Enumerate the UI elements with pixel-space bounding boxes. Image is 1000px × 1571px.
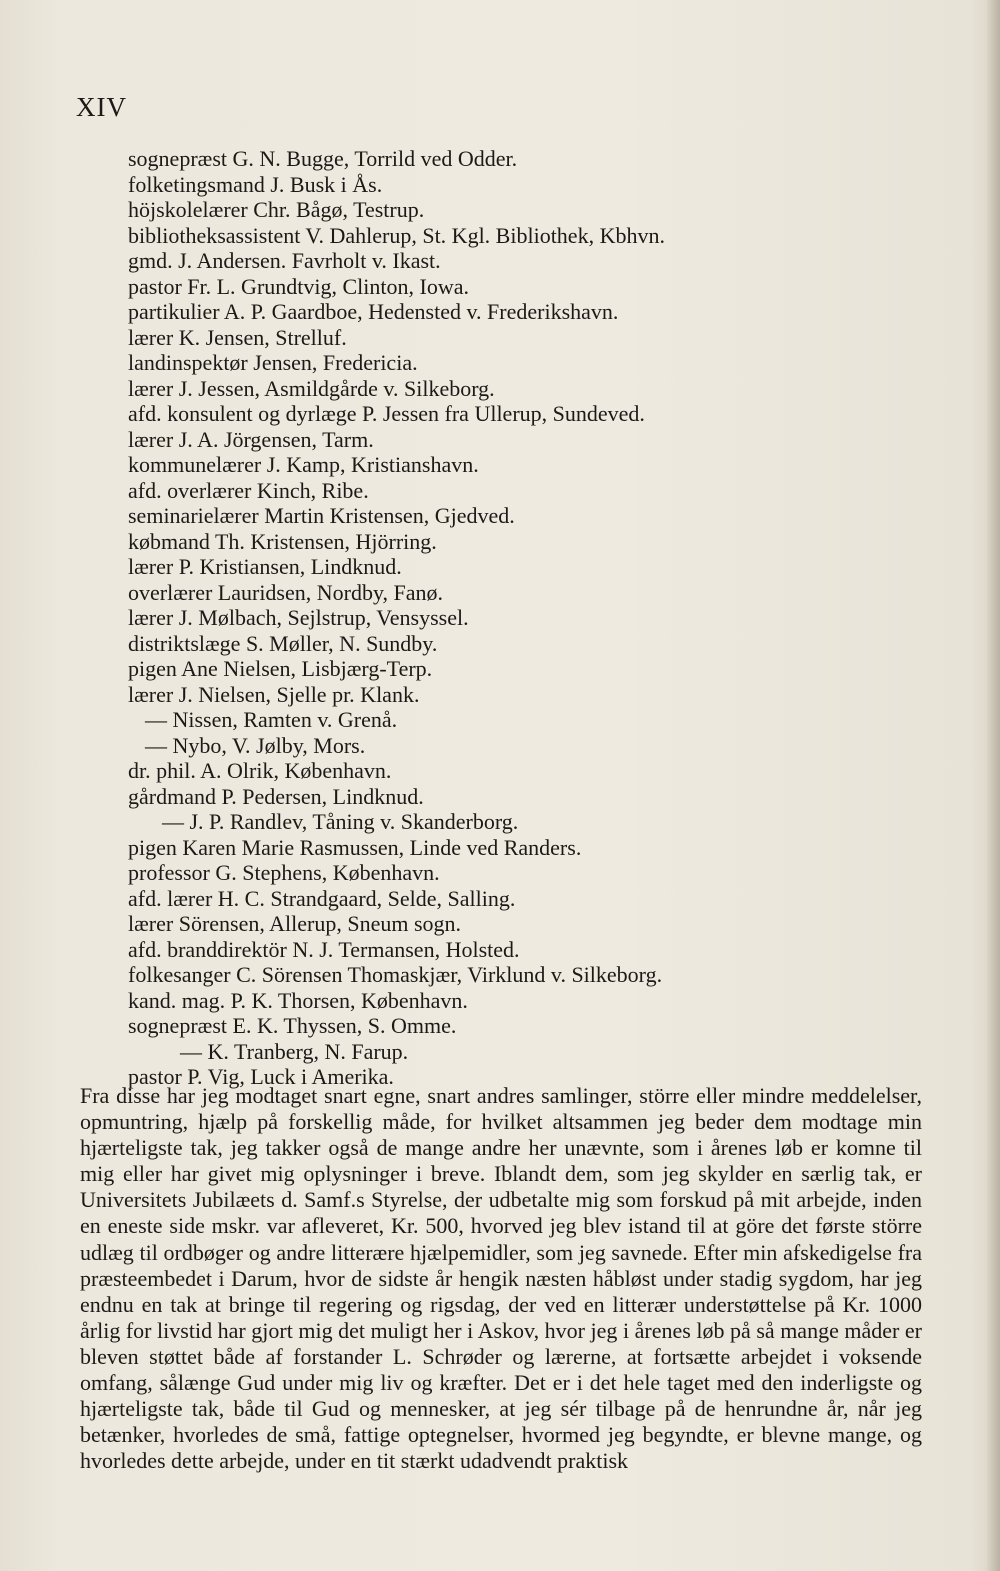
list-entry: lærer J. Jessen, Asmildgårde v. Silkeborg.: [128, 375, 495, 401]
list-entry: afd. lærer H. C. Strandgaard, Selde, Salling.: [128, 885, 516, 911]
list-entry: pastor P. Vig, Luck i Amerika.: [128, 1064, 394, 1089]
list-entry: afd. branddirektör N. J. Termansen, Holsted.: [128, 936, 520, 962]
list-entry: afd. konsulent og dyrlæge P. Jessen fra Ullerup, Sundeved.: [128, 401, 645, 426]
list-entry: bibliotheksassistent V. Dahlerup, St. Kgl. Bibliothek, Kbhvn.: [128, 222, 665, 248]
list-entry: lærer J. A. Jörgensen, Tarm.: [128, 426, 374, 452]
page-edge-shadow: [986, 0, 1000, 1571]
list-entry: sognepræst E. K. Thyssen, S. Omme.: [128, 1013, 457, 1038]
list-entry: distriktslæge S. Møller, N. Sundby.: [128, 630, 438, 656]
list-entry: höjskolelærer Chr. Bågø, Testrup.: [128, 197, 425, 222]
list-entry: lærer K. Jensen, Strelluf.: [128, 324, 347, 350]
list-entry: lærer P. Kristiansen, Lindknud.: [128, 554, 402, 579]
list-entry: afd. overlærer Kinch, Ribe.: [128, 477, 369, 503]
list-entry: — J. P. Randlev, Tåning v. Skanderborg.: [162, 809, 519, 834]
list-entry: dr. phil. A. Olrik, København.: [128, 758, 392, 783]
list-entry: folketingsmand J. Busk i Ås.: [128, 171, 383, 197]
list-entry: lærer Sörensen, Allerup, Sneum sogn.: [128, 911, 462, 936]
list-entry: kommunelærer J. Kamp, Kristianshavn.: [128, 452, 479, 477]
list-entry: kand. mag. P. K. Thorsen, København.: [128, 987, 468, 1013]
acknowledgement-paragraph: Fra disse har jeg modtaget snart egne, snart andres samlinger, större eller mindre meddelelser, opmuntring, hjælp på forskellig måde, for hvilket altsammen jeg beder dem modtage min hjærteligste tak, jeg takker også de mange andre her unævnte, som i årenes løb er komne til mig eller har givet mig oplysninger i breve. Iblandt dem, som jeg skylder en særlig tak, er Universitets Jubilæets d. Samf.s Styrelse, der udbetalte mig som forskud på mit arbejde, inden en eneste side mskr. var afleveret, Kr. 500, hvorved jeg blev istand til at göre det første större udlæg til ordbøger og andre litterære hjælpemidler, som jeg savnede. Efter min afskedigelse fra præsteembedet i Darum, hvor de sidste år hengik næsten håbløst under stadig sygdom, har jeg endnu en tak at bringe til regering og rigsdag, der ved en litterær understøttelse på Kr. 1000 årlig for livstid har gjort mig det muligt her i Askov, hvor jeg i årenes løb på så mange måder er bleven støttet både af forstander L. Schrøder og lærerne, at fortsætte arbejdet i voksende omfang, sålænge Gud under mig liv og kræfter. Det er i det hele taget med den inderligste og hjærteligste tak, både til Gud og mennesker, at jeg sér tilbage på de henrundne år, når jeg betænker, hvorledes de små, fattige optegnelser, hvormed jeg begyndte, er blevne mange, og hvorledes dette arbejde, under en tit stærkt udadvendt praktisk: [80, 1083, 922, 1474]
page-number: XIV: [76, 92, 127, 122]
list-entry: — K. Tranberg, N. Farup.: [180, 1038, 409, 1064]
list-entry: landinspektør Jensen, Fredericia.: [128, 350, 418, 375]
list-entry: pigen Ane Nielsen, Lisbjærg-Terp.: [128, 656, 433, 681]
list-entry: lærer J. Mølbach, Sejlstrup, Vensyssel.: [128, 605, 469, 630]
list-entry: — Nybo, V. Jølby, Mors.: [145, 732, 366, 758]
list-entry: folkesanger C. Sörensen Thomaskjær, Virklund v. Silkeborg.: [128, 962, 663, 987]
list-entry: sognepræst G. N. Bugge, Torrild ved Odder.: [128, 146, 518, 171]
list-entry: pigen Karen Marie Rasmussen, Linde ved Randers.: [128, 834, 582, 860]
list-entry: partikulier A. P. Gaardboe, Hedensted v. Frederikshavn.: [128, 299, 619, 324]
list-entry: pastor Fr. L. Grundtvig, Clinton, Iowa.: [128, 273, 469, 299]
list-entry: lærer J. Nielsen, Sjelle pr. Klank.: [128, 681, 420, 707]
list-entry: gmd. J. Andersen. Favrholt v. Ikast.: [128, 248, 441, 273]
list-entry: gårdmand P. Pedersen, Lindknud.: [128, 783, 424, 809]
list-entry: — Nissen, Ramten v. Grenå.: [145, 707, 398, 732]
list-entry: købmand Th. Kristensen, Hjörring.: [128, 528, 437, 554]
acknowledgement-list: [80, 146, 960, 1090]
list-entry: overlærer Lauridsen, Nordby, Fanø.: [128, 579, 444, 605]
list-entry: seminarielærer Martin Kristensen, Gjedved.: [128, 503, 515, 528]
list-entry: professor G. Stephens, København.: [128, 860, 440, 885]
